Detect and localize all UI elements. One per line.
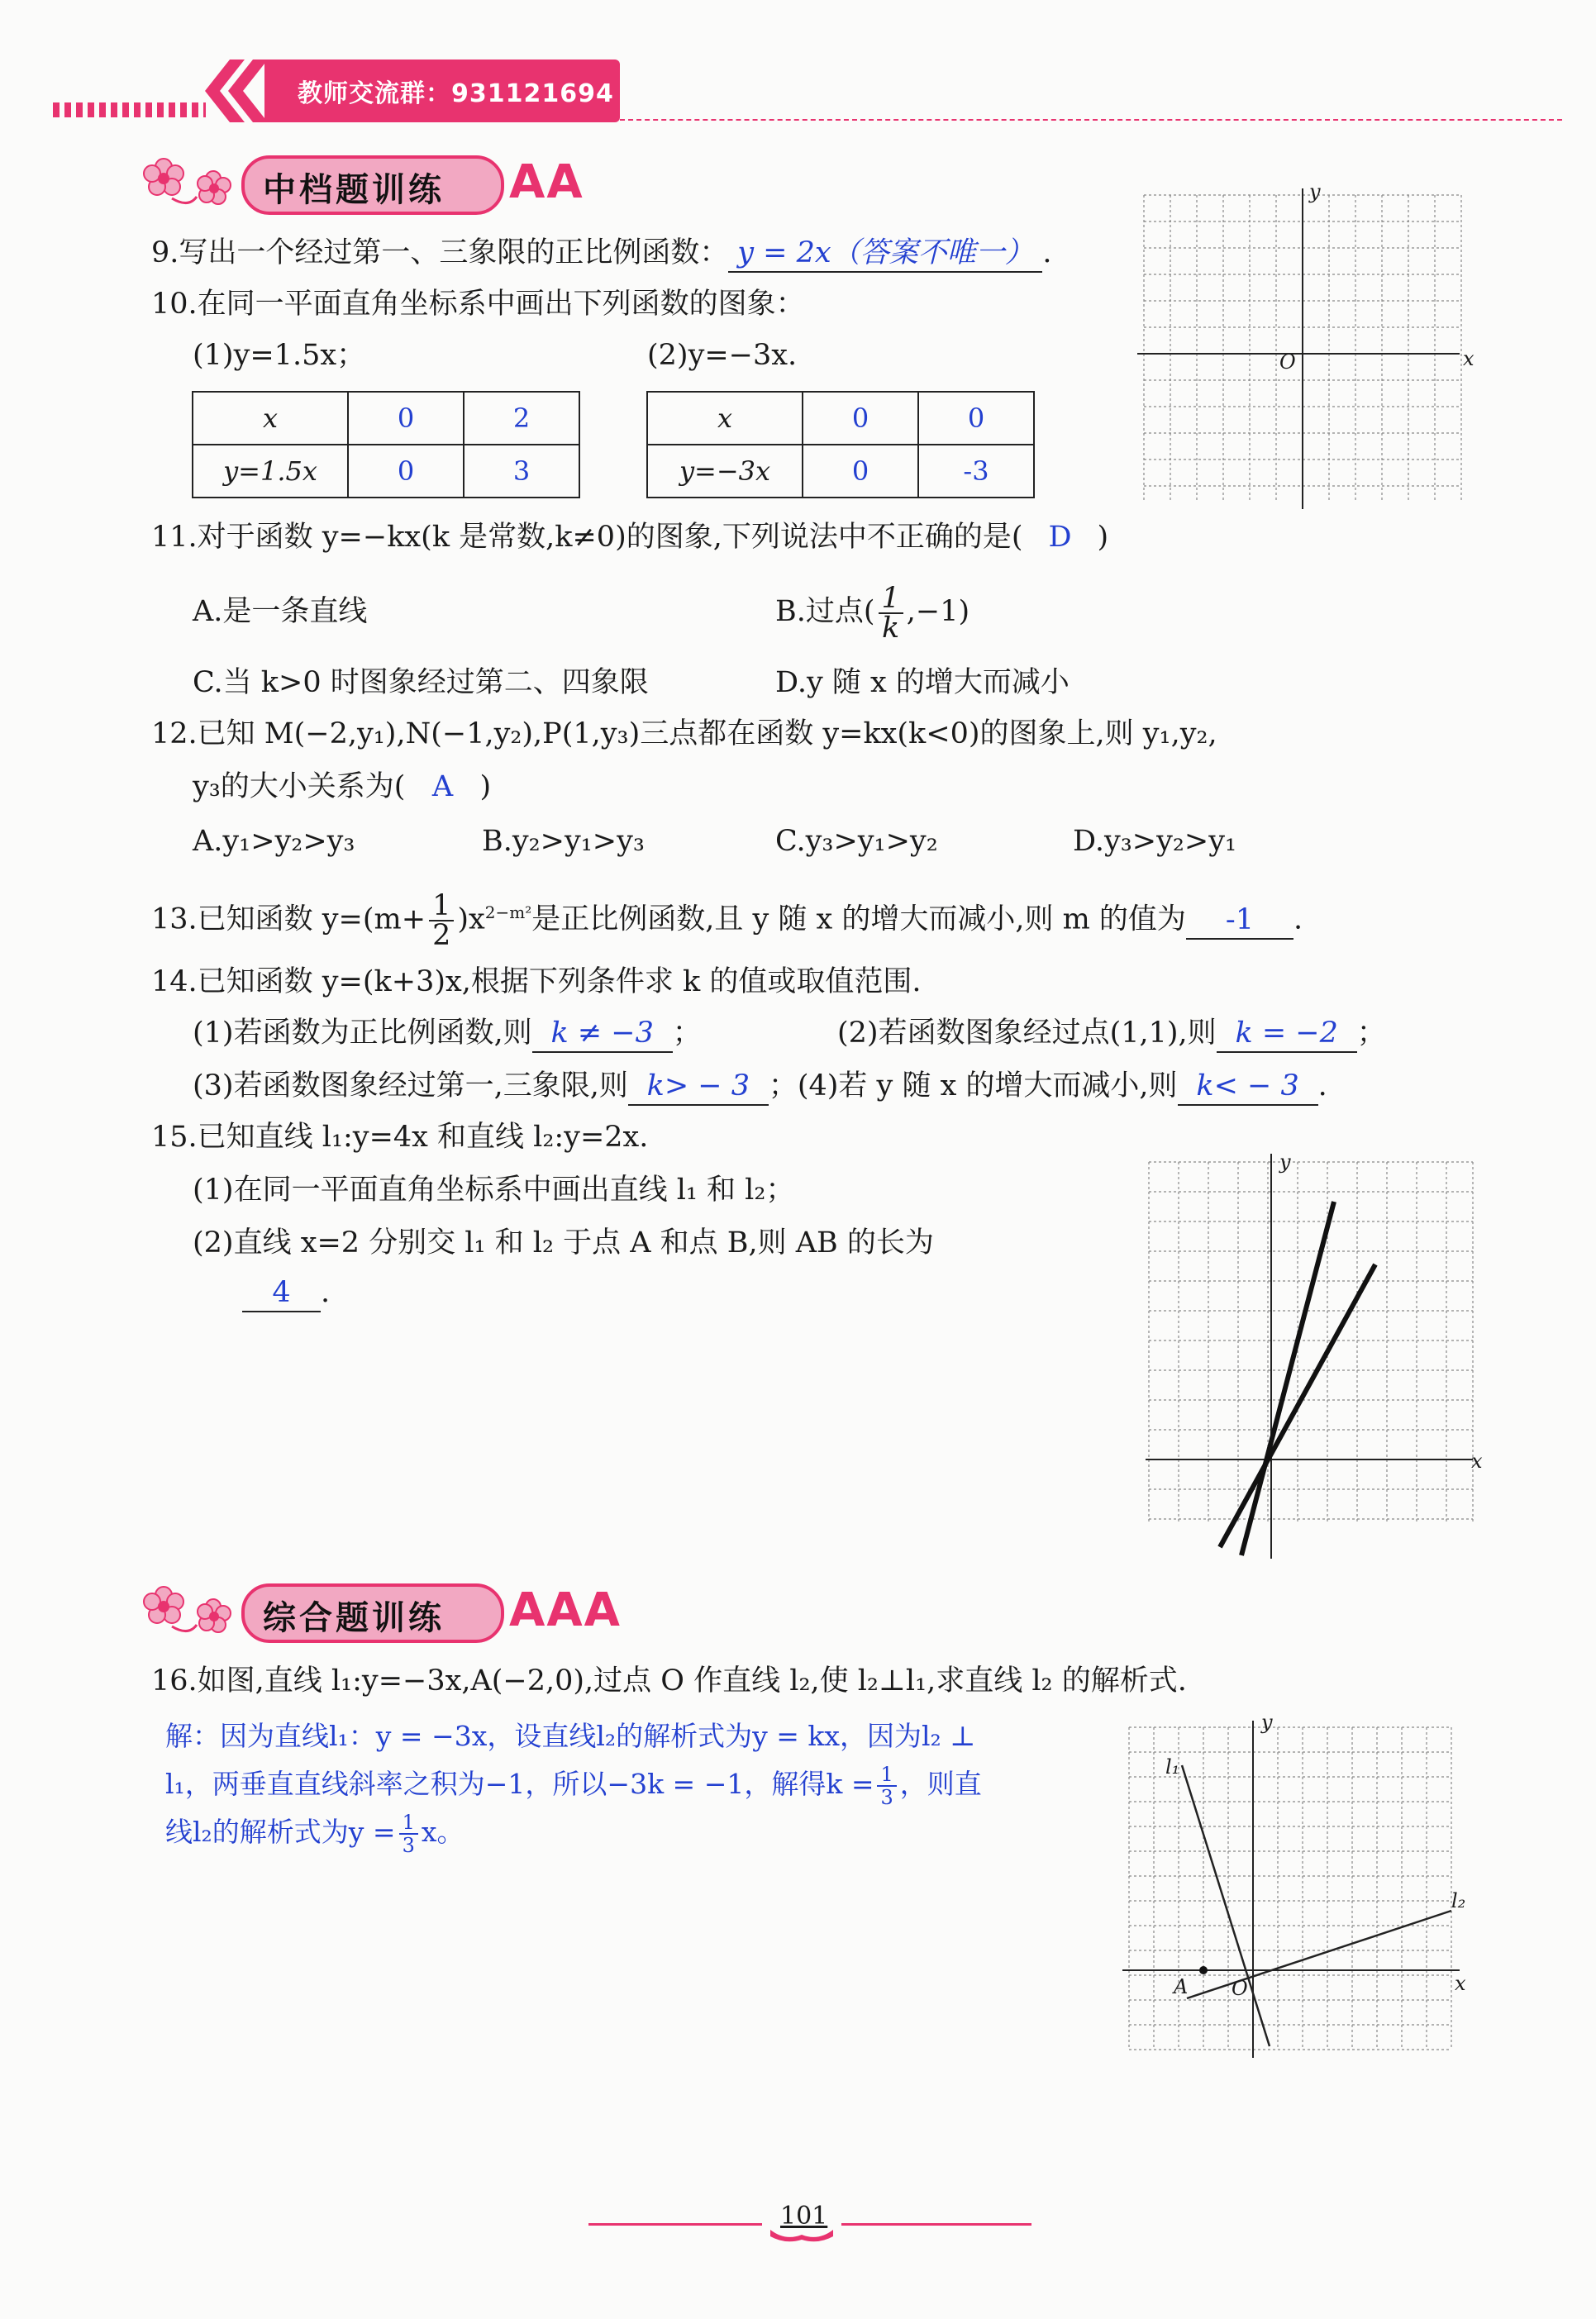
- q14-end: .: [1317, 1069, 1327, 1102]
- teacher-group-text: 教师交流群：931121694: [298, 79, 614, 108]
- q11-option-a: A.是一条直线: [193, 595, 368, 628]
- q13-exponent: 2−m²: [484, 902, 532, 922]
- table2-header-y: y=−3x: [647, 445, 803, 498]
- question-11: [151, 519, 1108, 555]
- graph3-point-a-label: A: [1174, 1975, 1189, 1998]
- header-stripes: [53, 102, 206, 117]
- q16-sol2a: l₁，两垂直直线斜率之积为−1，所以−3k = −1，解得k =: [165, 1768, 874, 1800]
- q12-option-d: D.y₃>y₂>y₁: [1073, 825, 1237, 858]
- graph3-origin-label: O: [1232, 1977, 1248, 2000]
- q11-option-d: D.y 随 x 的增大而减小: [775, 666, 1070, 699]
- q12-answer: A: [431, 770, 454, 803]
- table1-x0: 0: [348, 392, 464, 445]
- q14-p3: (3)若函数图象经过第一,三象限,则: [193, 1069, 628, 1102]
- footer-line-left: [588, 2223, 762, 2226]
- table1-x1: 2: [464, 392, 579, 445]
- q11-optB-den: k: [882, 611, 900, 645]
- table2-y1: -3: [918, 445, 1034, 498]
- q15-answer: 4: [242, 1274, 321, 1312]
- graph3-l2-label: l₂: [1451, 1889, 1466, 1912]
- flower-icon-2: [139, 1577, 238, 1643]
- page-number: 101: [780, 2202, 828, 2231]
- table2-x0: 0: [803, 392, 918, 445]
- q14-part3-4: [193, 1068, 1327, 1106]
- q11-answer: D: [1048, 521, 1072, 554]
- q12-option-a: A.y₁>y₂>y₃: [193, 825, 355, 858]
- q16-solution-line2: [165, 1760, 982, 1808]
- q14-p2: (2)若函数图象经过点(1,1),则: [837, 1017, 1217, 1050]
- q14-semi2: ；: [1356, 1017, 1386, 1050]
- question-10: 10.在同一平面直角坐标系中画出下列函数的图象：: [151, 288, 805, 321]
- q10-part2: (2)y=−3x.: [647, 339, 798, 372]
- q13-answer: -1: [1186, 902, 1293, 940]
- q12-line1: 12.已知 M(−2,y₁),N(−1,y₂),P(1,y₃)三点都在函数 y=kx(k<0)的图象上,则 y₁,y₂,: [151, 717, 1217, 750]
- q16-sol3b: x。: [421, 1816, 465, 1848]
- q13-frac-den: 2: [432, 919, 451, 953]
- q12-line2: [193, 769, 491, 805]
- graph3-y-label: y: [1261, 1711, 1273, 1734]
- q11-optB-pre: B.过点(: [775, 595, 875, 628]
- q15-line-graph: [1146, 1154, 1476, 1559]
- q12-text: y₃的大小关系为(: [193, 770, 406, 803]
- q12-option-b: B.y₂>y₁>y₃: [482, 825, 645, 858]
- question-14: 14.已知函数 y=(k+3)x,根据下列条件求 k 的值或取值范围.: [151, 965, 922, 998]
- section1-level: AA: [509, 155, 584, 209]
- graph3-l1-label: l₁: [1165, 1755, 1180, 1779]
- q13-frac-num: 1: [429, 892, 454, 921]
- q9-end: .: [1042, 236, 1052, 269]
- chevron-icon: [205, 60, 271, 122]
- question-9: [151, 235, 1052, 273]
- table2-y0: 0: [803, 445, 918, 498]
- q14-p1: (1)若函数为正比例函数,则: [193, 1017, 532, 1050]
- q14-a2: k = −2: [1217, 1015, 1357, 1053]
- q16-frac-num-a: 1: [877, 1764, 896, 1787]
- q11-optB-post: ,−1): [906, 595, 970, 628]
- q11-close: ): [1097, 521, 1109, 554]
- table1-y1: 3: [464, 445, 579, 498]
- q10-table1: [192, 391, 580, 498]
- table2-x1: 0: [918, 392, 1034, 445]
- footer-line-right: [841, 2223, 1031, 2226]
- q15-end: .: [321, 1276, 331, 1309]
- q11-optB-num: 1: [879, 584, 903, 614]
- q16-sol2b: ，则直: [899, 1768, 982, 1800]
- q9-text: 9.写出一个经过第一、三象限的正比例函数：: [151, 236, 729, 269]
- table2-header-x: x: [647, 392, 803, 445]
- section2-level: AAA: [509, 1583, 622, 1637]
- graph1-origin-label: O: [1279, 350, 1296, 374]
- q15-answer-line: [242, 1274, 330, 1312]
- q16-frac-num-b: 1: [399, 1812, 418, 1835]
- header-dashed-line: [620, 119, 1562, 121]
- q13-end: .: [1293, 902, 1303, 936]
- q14-p4: ；(4)若 y 随 x 的增大而减小,则: [768, 1069, 1178, 1102]
- q14-a1: k ≠ −3: [532, 1015, 673, 1053]
- q16-fraction-b: [399, 1812, 418, 1856]
- q16-sol3a: 线l₂的解析式为y =: [165, 1816, 396, 1848]
- q15-part1: (1)在同一平面直角坐标系中画出直线 l₁ 和 l₂；: [193, 1174, 795, 1207]
- section2-title: 综合题训练: [263, 1599, 445, 1637]
- q11-text: 11.对于函数 y=−kx(k 是常数,k≠0)的图象,下列说法中不正确的是(: [151, 521, 1023, 554]
- q11-optB-fraction: [879, 581, 903, 645]
- question-16: 16.如图,直线 l₁:y=−3x,A(−2,0),过点 O 作直线 l₂,使 l₂⊥l₁,求直线 l₂ 的解析式.: [151, 1664, 1187, 1698]
- q14-a3: k> − 3: [628, 1068, 769, 1106]
- q16-frac-den-b: 3: [402, 1834, 415, 1857]
- q12-close: ): [479, 770, 492, 803]
- q13-pre: 13.已知函数 y=(m+: [151, 902, 426, 936]
- q13-fraction: [429, 889, 454, 953]
- q14-part2: [837, 1015, 1386, 1053]
- table1-header-x: x: [193, 392, 348, 445]
- q13-post: 是正比例函数,且 y 随 x 的增大而减小,则 m 的值为: [531, 902, 1186, 936]
- q11-option-b: [775, 579, 970, 645]
- graph3-x-label: x: [1455, 1972, 1466, 1995]
- q16-frac-den-a: 3: [880, 1786, 893, 1809]
- q11-option-c: C.当 k>0 时图象经过第二、四象限: [193, 666, 649, 699]
- q13-mid: )x: [457, 902, 485, 936]
- q10-table2: [646, 391, 1035, 498]
- section1-title: 中档题训练: [263, 171, 445, 209]
- table1-y0: 0: [348, 445, 464, 498]
- q16-solution-line3: [165, 1808, 464, 1856]
- q9-answer: y = 2x（答案不唯一）: [728, 235, 1042, 273]
- q10-coordinate-grid: [1137, 188, 1468, 511]
- flower-icon: [139, 149, 238, 215]
- graph2-y-label: y: [1279, 1150, 1291, 1174]
- q14-semi1: ；: [672, 1017, 702, 1050]
- graph1-x-label: x: [1463, 347, 1475, 370]
- q12-option-c: C.y₃>y₁>y₂: [775, 825, 938, 858]
- question-15: 15.已知直线 l₁:y=4x 和直线 l₂:y=2x.: [151, 1121, 649, 1154]
- graph1-y-label: y: [1309, 180, 1321, 203]
- q14-part1: [193, 1015, 702, 1053]
- q16-solution-line1: 解：因为直线l₁：y = −3x，设直线l₂的解析式为y = kx，因为l₂ ⊥: [165, 1720, 976, 1752]
- table1-header-y: y=1.5x: [193, 445, 348, 498]
- graph2-x-label: x: [1471, 1450, 1483, 1473]
- q16-fraction-a: [877, 1764, 896, 1808]
- q14-a4: k< − 3: [1178, 1068, 1318, 1106]
- question-13: [151, 878, 1303, 955]
- q15-part2: (2)直线 x=2 分别交 l₁ 和 l₂ 于点 A 和点 B,则 AB 的长为: [193, 1226, 934, 1259]
- q10-part1: (1)y=1.5x；: [193, 339, 366, 372]
